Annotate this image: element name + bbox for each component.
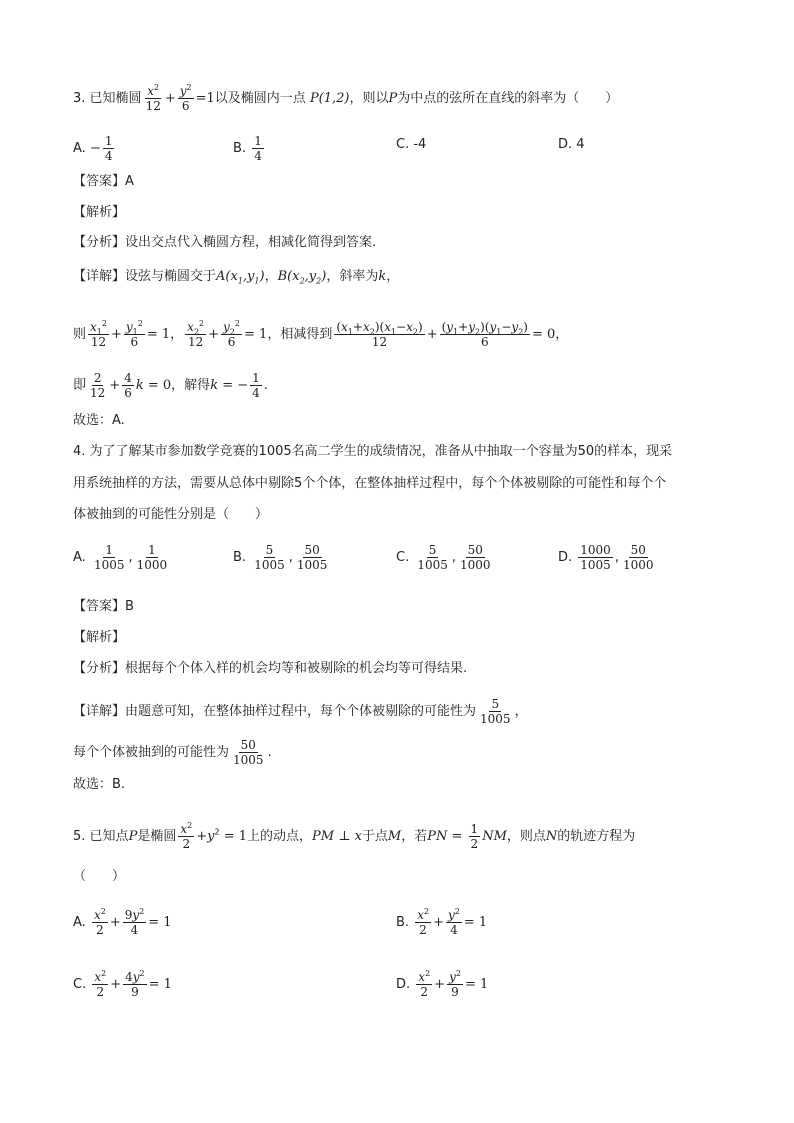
question-4-line-3: 体被抽到的可能性分别是（ ） [73,507,269,522]
fraction: $\frac{x^2}{12}$ [145,83,161,113]
answer-line: 【答案】B [73,599,134,614]
analysis-line: 【分析】根据每个个体入样的机会均等和被剔除的机会均等可得结果. [73,661,468,676]
analysis-tag: 【解析】 [73,630,126,645]
option-c: C. -4 [396,137,427,152]
option-b: B. $\frac{1}{4}$ [233,134,262,163]
question-5-paren: （ ） [73,869,126,884]
detail-line-2: 每个个体被抽到的可能性为 $\frac{50}{1005}$ . [73,738,272,767]
point-label: P(1,2) [309,91,350,106]
question-3: 3. 已知椭圆 $\frac{x^2}{12}$ + $\frac{y^2}{6}$ =1以及椭圆内一点 P(1,2)，则以P为中点的弦所在直线的斜率为（ ） [73,83,619,113]
option-a: A. $\frac{1}{1005}$ , $\frac{1}{1000}$ [73,543,168,572]
option-d: D. 4 [558,137,585,152]
choose-line: 故选：B. [73,777,126,792]
option-d: D. $\frac{1000}{1005}$ , $\frac{50}{1000}$ [558,543,654,572]
question-5: 5. 已知点P是椭圆 $\frac{x^2}{2}$ $+y^2 = 1$上的动点，PM ⊥ x于点M，若PN = $\frac{1}{2}$ NM，则点N的轨迹方程为 [73,821,636,851]
question-text: 已知椭圆 [89,91,142,106]
option-a: A. − $\frac{1}{4}$ [73,134,113,163]
option-d: D. $\frac{x^2}{2}$ + $\frac{y^2}{9}$ = 1 [396,969,489,999]
option-b: B. $\frac{5}{1005}$ , $\frac{50}{1005}$ [233,543,328,572]
option-c: C. $\frac{5}{1005}$ , $\frac{50}{1000}$ [396,543,491,572]
detail-line: 【详解】设弦与椭圆交于$A(x_1,y_1)$，$B(x_2,y_2)$，斜率为k， [73,269,400,286]
option-a: A. $\frac{x^2}{2}$ + $\frac{9y^2}{4}$ = 1 [73,907,172,937]
option-b: B. $\frac{x^2}{2}$ + $\frac{y^2}{4}$ = 1 [396,907,488,937]
answer-line: 【答案】A [73,174,134,189]
derivation-line: 则 $\frac{x_1^2}{12}$ + $\frac{y_1^2}{6}$ = 1， $\frac{x_2^2}{12}$ + $\frac{y_2^2}{6}$ = 1，相减得到 $\frac{(x_1+x_2)(x_1-x_2)}{12}$ + $\frac{(y_1+y_2)(y_1-y_2)}{6}$ = 0， [73,319,569,349]
solution-line: 即 $\frac{2}{12}$ + $\frac{4}{6}$ k = 0，解得k = − $\frac{1}{4}$ . [73,371,268,400]
choose-line: 故选：A. [73,413,125,428]
analysis-line: 【分析】设出交点代入椭圆方程，相减化简得到答案. [73,235,377,250]
question-4: 4. 为了了解某市参加数学竞赛的1005名高二学生的成绩情况，准备从中抽取一个容量为50的样本，现采 [73,444,673,459]
question-number: 3. [73,91,86,106]
analysis-tag: 【解析】 [73,205,126,220]
question-4-line-2: 用系统抽样的方法，需要从总体中剔除5个个体，在整体抽样过程中，每个个体被剔除的可能性和每个个 [73,476,667,491]
option-c: C. $\frac{x^2}{2}$ + $\frac{4y^2}{9}$ = 1 [73,969,172,999]
fraction: $\frac{y^2}{6}$ [179,83,192,113]
detail-line: 【详解】由题意可知，在整体抽样过程中，每个个体被剔除的可能性为 $\frac{5}{1005}$ ， [73,697,528,726]
